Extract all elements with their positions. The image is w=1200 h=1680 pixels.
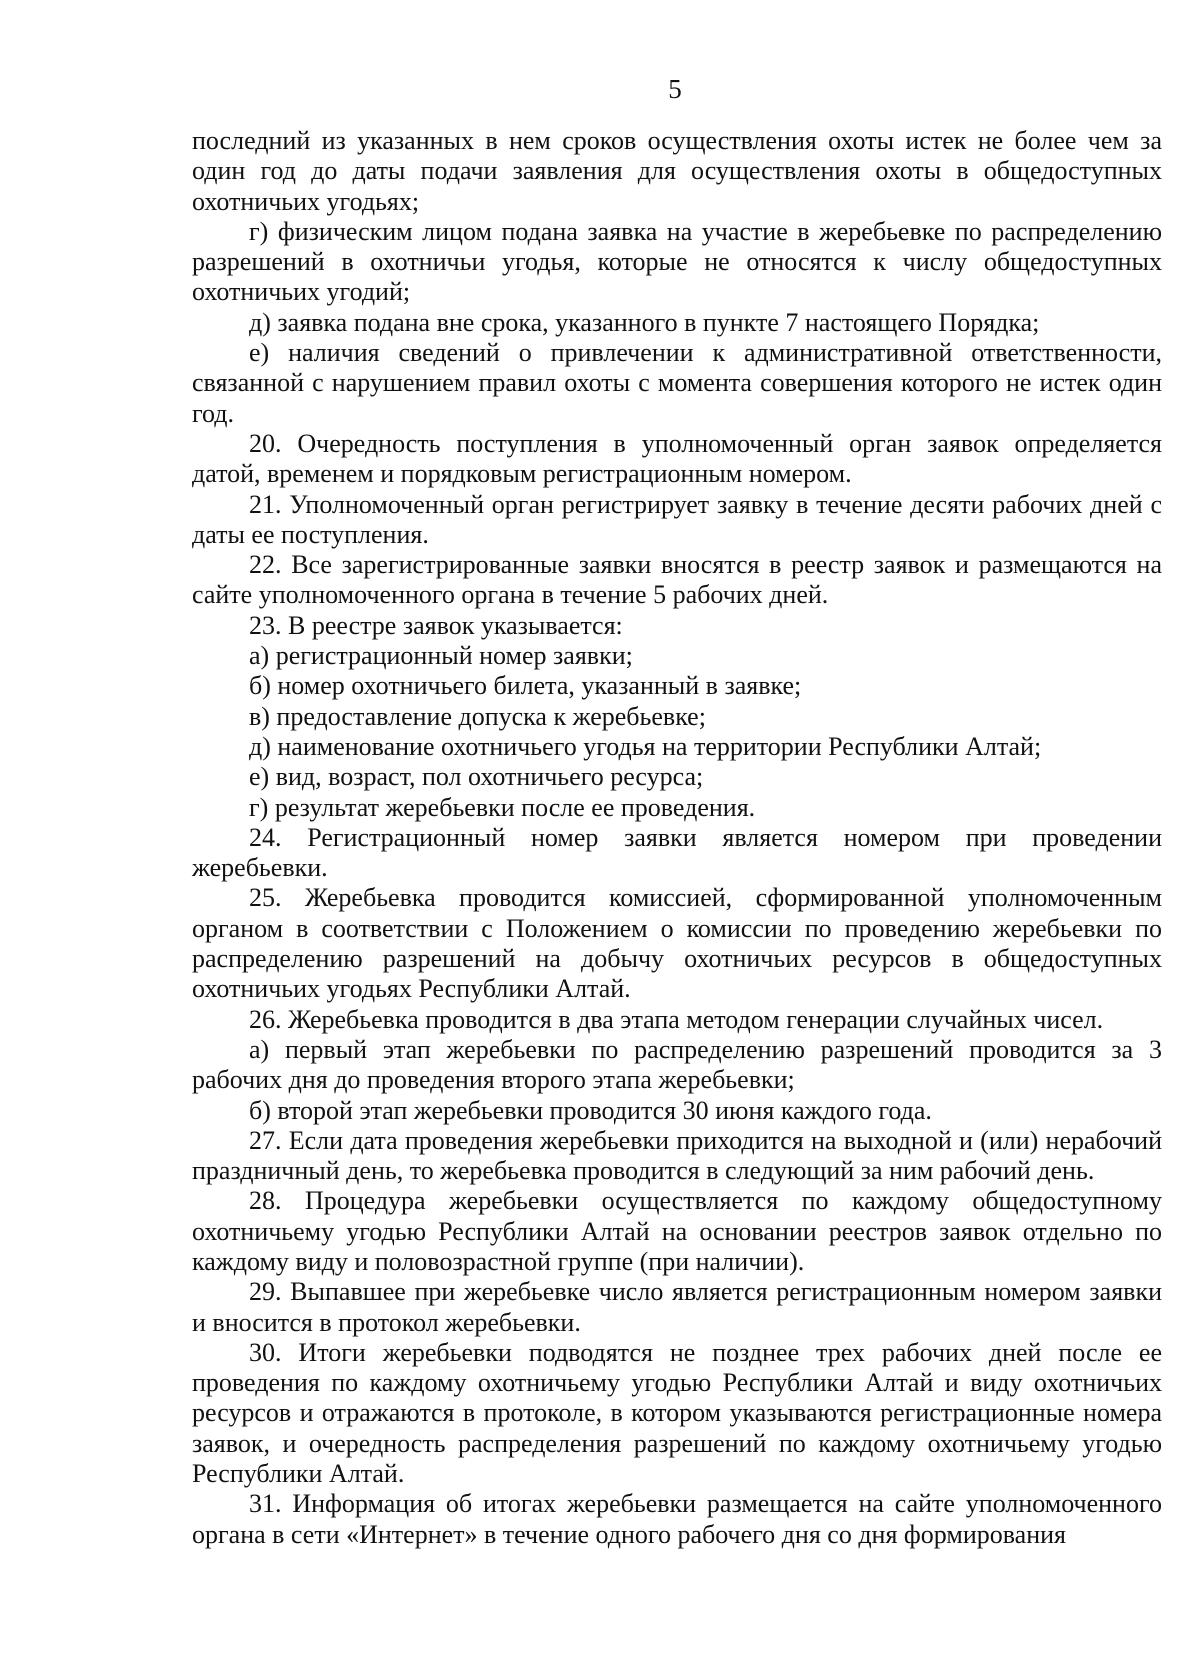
paragraph: 21. Уполномоченный орган регистрирует заявку в течение десяти рабочих дней с даты ее поступления. <box>192 489 1162 549</box>
paragraph: 29. Выпавшее при жеребьевке число является регистрационным номером заявки и вносится в протокол жеребьевки. <box>192 1277 1162 1337</box>
paragraph: г) физическим лицом подана заявка на участие в жеребьевке по распределению разрешений в охотничьи угодья, которые не относятся к числу общедоступных охотничьих угодий; <box>192 216 1162 307</box>
paragraph: д) заявка подана вне срока, указанного в пункте 7 настоящего Порядка; <box>249 307 1040 337</box>
list-item: а) первый этап жеребьевки по распределению разрешений проводится за 3 рабочих дня до проведения второго этапа жеребьевки; <box>192 1034 1162 1095</box>
paragraph: 20. Очередность поступления в уполномоченный орган заявок определяется датой, временем и порядковым регистрационным номером. <box>192 428 1162 489</box>
paragraph: 30. Итоги жеребьевки подводятся не позднее трех рабочих дней после ее проведения по каждому охотничьему угодью Республики Алтай и виду охотничьих ресурсов и отражаются в протоколе, в котором указываются регистрационные номера заявок, и очередность распределения разрешений по каждому охотничьему угодью Республики Алтай. <box>192 1337 1162 1489</box>
list-item: б) второй этап жеребьевки проводится 30 июня каждого года. <box>249 1095 932 1125</box>
paragraph: 26. Жеребьевка проводится в два этапа методом генерации случайных чисел. <box>249 1004 1104 1034</box>
paragraph: 28. Процедура жеребьевки осуществляется по каждому общедоступному охотничьему угодью Республики Алтай на основании реестров заявок отдельно по каждому виду и половозрастной группе (при наличии). <box>192 1186 1162 1276</box>
paragraph: 31. Информация об итогах жеребьевки размещается на сайте уполномоченного органа в сети «Интернет» в течение одного рабочего дня со дня формирования <box>192 1489 1162 1549</box>
list-item: а) регистрационный номер заявки; <box>249 641 633 671</box>
list-item: б) номер охотничьего билета, указанный в заявке; <box>249 671 802 701</box>
document-body <box>192 126 1162 1550</box>
paragraph: последний из указанных в нем сроков осуществления охоты истек не более чем за один год до даты подачи заявления для осуществления охоты в общедоступных охотничьих угодьях; <box>192 126 1162 216</box>
paragraph: е) наличия сведений о привлечении к административной ответственности, связанной с нарушением правил охоты с момента совершения которого не истек один год. <box>192 338 1162 428</box>
page-number: 5 <box>668 74 682 104</box>
list-item: д) наименование охотничьего угодья на территории Республики Алтай; <box>249 731 1042 761</box>
paragraph: 27. Если дата проведения жеребьевки приходится на выходной и (или) нерабочий праздничный день, то жеребьевка проводится в следующий за ним рабочий день. <box>192 1125 1162 1186</box>
paragraph: 23. В реестре заявок указывается: <box>249 610 623 640</box>
list-item: г) результат жеребьевки после ее проведения. <box>249 792 756 822</box>
list-item: в) предоставление допуска к жеребьевке; <box>249 701 706 731</box>
paragraph: 25. Жеребьевка проводится комиссией, сформированной уполномоченным органом в соответствии с Положением о комиссии по проведению жеребьевки по распределению разрешений на добычу охотничьих ресурсов в общедоступных охотничьих угодьях Республики Алтай. <box>192 883 1162 1004</box>
list-item: е) вид, возраст, пол охотничьего ресурса; <box>249 762 704 792</box>
paragraph: 24. Регистрационный номер заявки является номером при проведении жеребьевки. <box>192 822 1162 883</box>
paragraph: 22. Все зарегистрированные заявки вносятся в реестр заявок и размещаются на сайте уполномоченного органа в течение 5 рабочих дней. <box>192 550 1162 610</box>
